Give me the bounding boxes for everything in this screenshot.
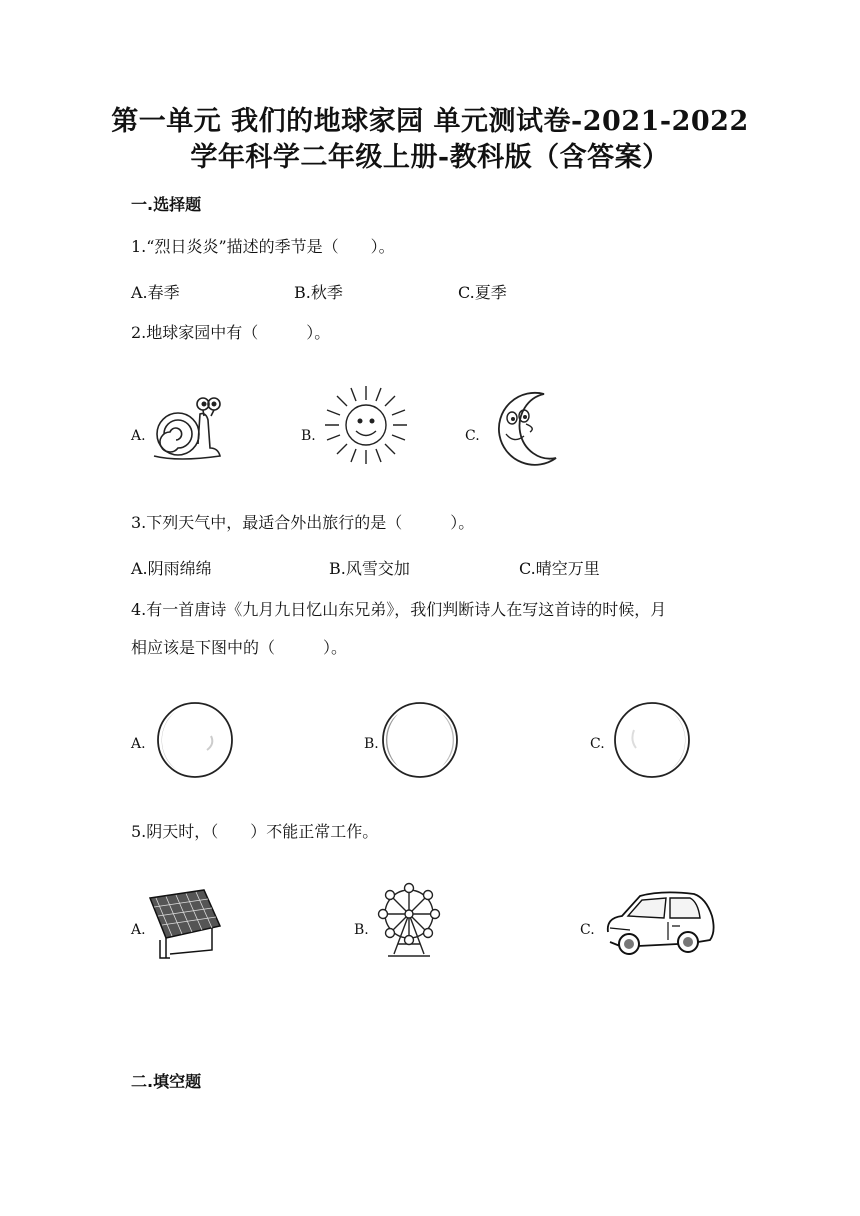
question-3: 3.下列天气中，最适合外出旅行的是（ ）。 <box>131 513 475 532</box>
solar-panel-icon <box>146 888 224 960</box>
q4-label-a: A. <box>131 736 146 752</box>
question-4-line-2: 相应该是下图中的（ ）。 <box>131 638 348 657</box>
q2-label-a: A. <box>131 428 146 444</box>
crescent-moon-icon <box>484 388 564 468</box>
question-5: 5.阴天时，（ ）不能正常工作。 <box>131 822 379 841</box>
q4-label-c: C. <box>590 736 605 752</box>
q4-label-b: B. <box>364 736 379 752</box>
question-2: 2.地球家园中有（ ）。 <box>131 323 331 342</box>
q1-option-a: A.春季 <box>131 283 180 302</box>
q2-label-b: B. <box>301 428 316 444</box>
ferris-wheel-icon <box>374 880 444 960</box>
section-heading-fill: 二.填空题 <box>131 1072 202 1091</box>
moon-phase-icon-b <box>380 700 460 780</box>
moon-phase-icon-c <box>612 700 692 780</box>
question-1: 1.“烈日炎炎”描述的季节是（ ）。 <box>131 237 395 256</box>
sun-icon <box>323 384 409 466</box>
title-line-1: 第一单元 我们的地球家园 单元测试卷-2021-2022 <box>111 106 749 137</box>
snail-icon <box>148 390 228 466</box>
document-title <box>0 104 860 176</box>
title-line-2: 学年科学二年级上册-教科版（含答案） <box>190 142 670 173</box>
q3-option-a: A.阴雨绵绵 <box>131 559 212 578</box>
q3-option-c: C.晴空万里 <box>519 559 600 578</box>
q3-option-b: B.风雪交加 <box>329 559 410 578</box>
q1-option-b: B.秋季 <box>294 283 343 302</box>
moon-phase-icon-a <box>155 700 235 780</box>
q5-label-b: B. <box>354 922 369 938</box>
q5-label-a: A. <box>131 922 146 938</box>
question-4-line-1: 4.有一首唐诗《九月九日忆山东兄弟》，我们判断诗人在写这首诗的时候，月 <box>131 600 667 619</box>
q5-label-c: C. <box>580 922 595 938</box>
q2-label-c: C. <box>465 428 480 444</box>
car-icon <box>602 888 718 960</box>
q1-option-c: C.夏季 <box>458 283 507 302</box>
section-heading-choice: 一.选择题 <box>131 195 202 214</box>
